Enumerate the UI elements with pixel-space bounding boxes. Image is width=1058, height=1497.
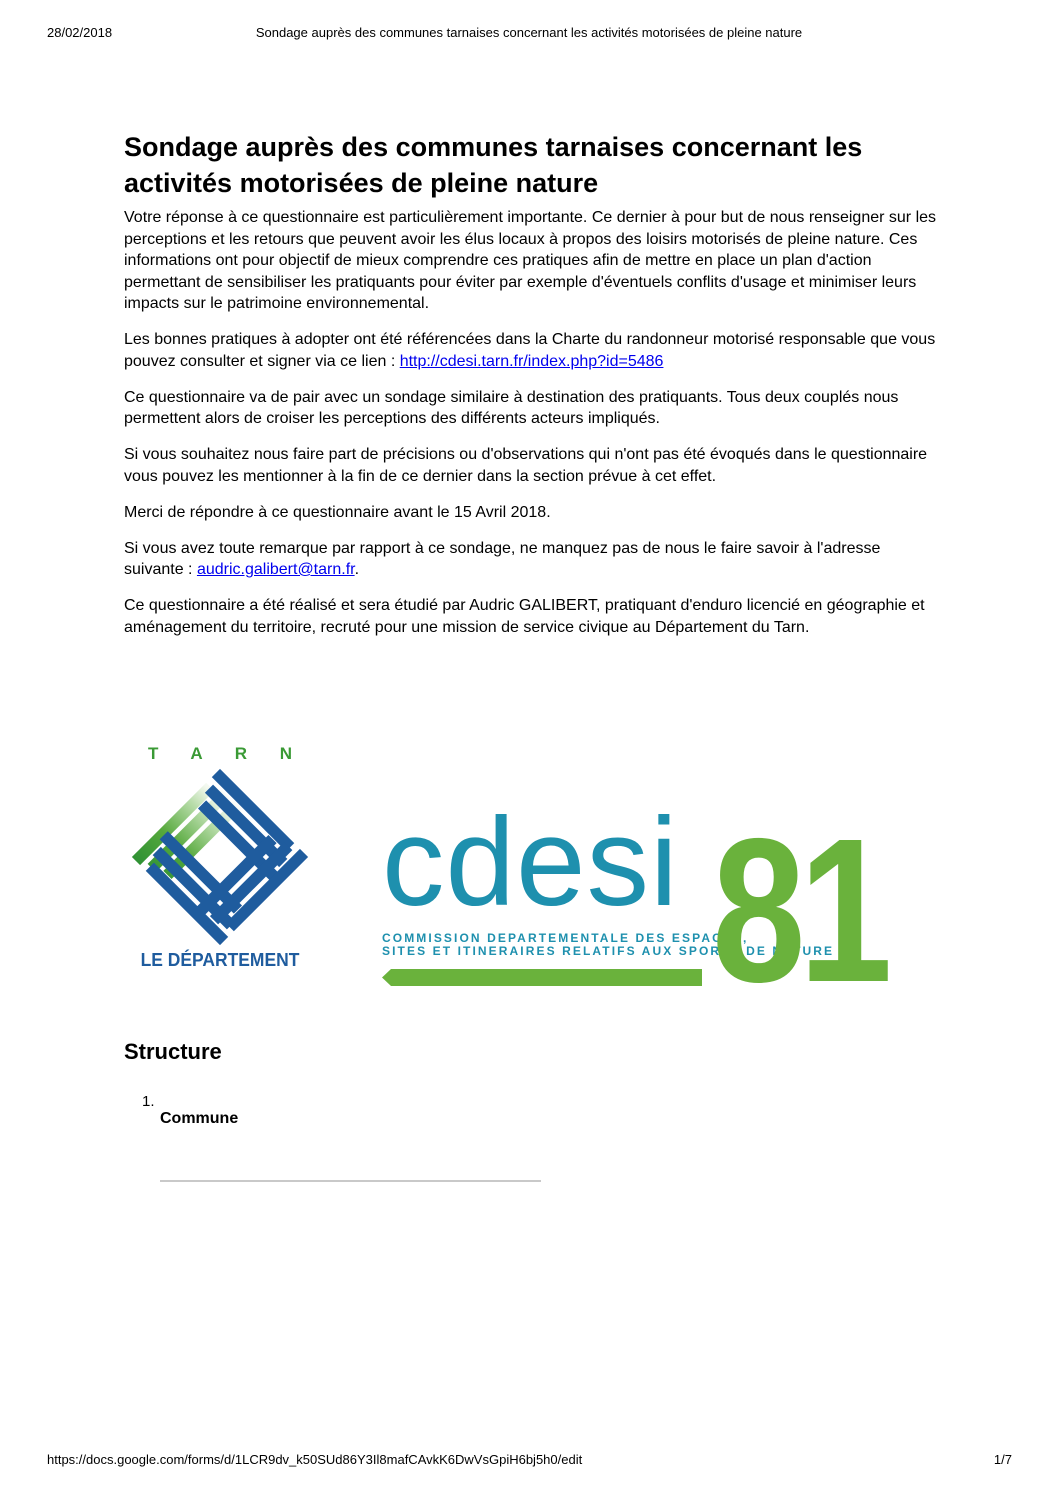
cdesi-underline-bar	[382, 969, 702, 986]
intro-paragraph-5: Merci de répondre à ce questionnaire avant le 15 Avril 2018.	[124, 503, 551, 521]
email-link[interactable]: audric.galibert@tarn.fr	[196, 561, 355, 578]
cdesi-caption-line2: SITES ET ITINERAIRES RELATIFS AUX SPORTS DE NATURE	[382, 944, 835, 958]
intro-paragraph-6-suffix: .	[354, 561, 360, 578]
cdesi-wordmark: cdesi	[382, 793, 679, 932]
cdesi-department-number: 81	[712, 796, 886, 1025]
section-title: Structure	[124, 1039, 222, 1064]
intro-paragraph-6-text: Si vous avez toute remarque par rapport à ce sondage, ne manquez pas de nous le faire savoir à l'adresse suivante :	[124, 539, 881, 578]
intro-paragraph-2	[124, 329, 938, 372]
intro-paragraph-4: Si vous souhaitez nous faire part de précisions ou d'observations qui n'ont pas été évoqués dans le questionnaire vous pouvez les mentionner à la fin de ce dernier dans la section prévue à cet effet.	[124, 446, 928, 485]
print-header-title: Sondage auprès des communes tarnaises concernant les activités motorisées de pleine nature	[255, 25, 803, 40]
tarn-caption: LE DÉPARTEMENT	[140, 950, 300, 970]
page-indicator: 1/7	[993, 1452, 1012, 1467]
intro-paragraph-2-text: Les bonnes pratiques à adopter ont été référencées dans la Charte du randonneur motorisé responsable que vous pouvez consulter et signer via ce lien :	[124, 331, 936, 370]
charte-link[interactable]: http://cdesi.tarn.fr/index.php?id=5486	[399, 352, 664, 370]
intro-paragraph-7: Ce questionnaire a été réalisé et sera étudié par Audric GALIBERT, pratiquant d'enduro licencié en géographie et aménagement du territoire, recruté pour une mission de service civique au Département du Tarn.	[124, 597, 925, 636]
footer-url: https://docs.google.com/forms/d/1LCR9dv_k50SUd86Y3Il8mafCAvkK6DwVsGpiH6bj5h0/edit	[47, 1452, 583, 1467]
intro-paragraph-3: Ce questionnaire va de pair avec un sondage similaire à destination des pratiquants. Tous deux couplés nous permettent alors de croiser les perceptions des différents acteurs impliqués.	[124, 388, 899, 427]
tarn-diamond-icon	[131, 768, 309, 946]
form-title: Sondage auprès des communes tarnaises concernant les activités motorisées de pleine nature	[124, 132, 863, 198]
print-date: 28/02/2018	[47, 25, 113, 40]
tarn-wordmark: T A R N	[147, 744, 307, 763]
cdesi-caption-line1: COMMISSION DEPARTEMENTALE DES ESPACES,	[382, 931, 749, 945]
intro-paragraph-1: Votre réponse à ce questionnaire est particulièrement importante. Ce dernier à pour but de nous renseigner sur les perceptions et les retours que peuvent avoir les élus locaux à propos des loisirs motorisés de pleine nature. Ces informations ont pour objectif de mieux comprendre ces pratiques afin de mettre en place un plan d'action permettant de sensibiliser les pratiquants pour éviter par exemple d'éventuels conflits d'usage et minimiser leurs impacts sur le patrimoine environnemental.	[124, 209, 937, 312]
question-number: 1.	[142, 1093, 155, 1110]
question-label: Commune	[160, 1110, 239, 1127]
intro-paragraph-6	[124, 538, 938, 581]
answer-line	[160, 1180, 541, 1182]
tarn-logo	[130, 744, 310, 971]
form-content	[124, 129, 938, 653]
